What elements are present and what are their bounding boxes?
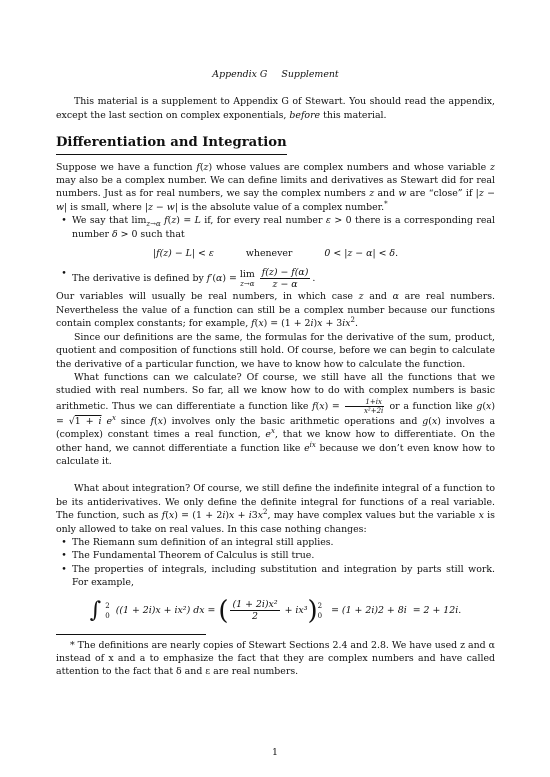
display-left: |f(z) − L| < ε [152,248,214,260]
antiderivative-rest: + ix³ [284,604,308,616]
display-equation-limit [56,247,495,260]
header-left: Appendix G [212,69,268,80]
intro-paragraph: This material is a supplement to Appendix G of Stewart. You should read the appendix, except the last section on complex exponentials, before this material. [56,96,495,121]
derivative-denominator: z − α [272,279,298,291]
derivative-numerator: f(z) − f(α) [261,267,309,279]
paragraph-2: Our variables will usually be real numbers, in which case z and α are real numbers. Nevertheless the value of a function can still be a complex number because our functions contain complex constants; for example, $f(x) = (1 + 2i)x + 3ix^2$. [56,291,495,330]
integral-lower: 0 [105,611,110,620]
footnote: * The definitions are nearly copies of Stewart Sections 2.4 and 2.8. We have used z and α instead of x and a to emphasize the fact that they are complex numbers and have called attention to the fact that δ and ε are real numbers. [56,639,495,678]
display-right: 0 < |z − α| < δ. [324,248,399,260]
bullet-derivative-definition: • The derivative is defined by f′(α) = lim z→α $\frac{f(z) - f(\alpha)}{z - \alpha}$ . [61,267,316,291]
bullet-limit-definition: • We say that $\lim_{z\to\alpha} f(z) = L$ if, for every real number ε > 0 there is a corresponding real number δ > 0 such that [61,215,495,240]
footnote-rule [56,634,206,635]
page-number: 1 [272,747,278,758]
page-content [56,68,495,679]
result-step-1: = (1 + 2i)2 + 8i [331,604,407,616]
intro-emphasis: before [289,109,321,121]
paragraph-3: Since our definitions are the same, the formulas for the derivative of the sum, product, quotient and composition of functions still hold. Of course, before we can begin to calculate the derivative of a particular function, we have to know how to calculate the function. [56,331,495,370]
lim-subscript: z→α [240,279,255,288]
paragraph-5: What about integration? Of course, we still define the indefinite integral of a function to be its antiderivatives. We only define the definite integral for functions of a real variable. The function, such as $f(x) = (1 + 2i)x + i3x^2$, may have complex values but the variable x is only allowed to take on real values. In this case nothing changes: [56,483,495,535]
bullet-properties: • The properties of integrals, including substitution and integration by parts still work. For example, [61,563,495,589]
integral-example: ∫ 2 0 ((1 + 2i)x + ix²) dx = ( $\frac{\text{(1 + 2i)x²}}{2}$ + ix³ ) 2 0 = (1 + 2i)2 + 8i = 2 + 12i. [89,595,462,626]
bullet-riemann: • The Riemann sum definition of an integral still applies. [61,536,334,548]
result-step-2: = 2 + 12i. [412,604,462,616]
header-right: Supplement [281,69,339,80]
running-header [56,68,495,81]
section-title: Differentiation and Integration [56,136,287,154]
integrand: ((1 + 2i)x + ix²) dx [115,604,205,616]
paragraph-1: Suppose we have a function f(z) whose values are complex numbers and whose variable z may also be a complex number. We can define limits and derivatives as Stewart did for real numbers. Just as for real numbers, we say the complex numbers z and w are “close” if |z − w| is small, where |z − w| is the absolute value of a complex number.* [56,161,495,213]
integral-upper: 2 [105,601,110,610]
antiderivative-numerator: (1 + 2i)x² [232,599,278,611]
integral-sign: ∫ [89,597,102,623]
display-mid: whenever [245,248,293,260]
paragraph-4: What functions can we calculate? Of course, we still have all the functions that we studied with real numbers. So far, all we know how to do with complex numbers is basic arithmetic. Thus we can differentiate a function like f(x) = $\frac{1+ix}{\text{x²+2i}}$ or a function like g(x) = √1 + i $e^x$ since f(x) involves only the basic arithmetic operations and g(x) involves a (complex) constant times a real function, $e^x$, that we know how to differentiate. On the other hand, we cannot differentiate a function like $e^{ix}$ because we don’t even know how to calculate it. [56,371,496,467]
antiderivative-denominator: 2 [252,611,259,623]
lim-label: lim [239,268,255,280]
bullet-ftc: • The Fundamental Theorem of Calculus is still true. [61,550,315,562]
